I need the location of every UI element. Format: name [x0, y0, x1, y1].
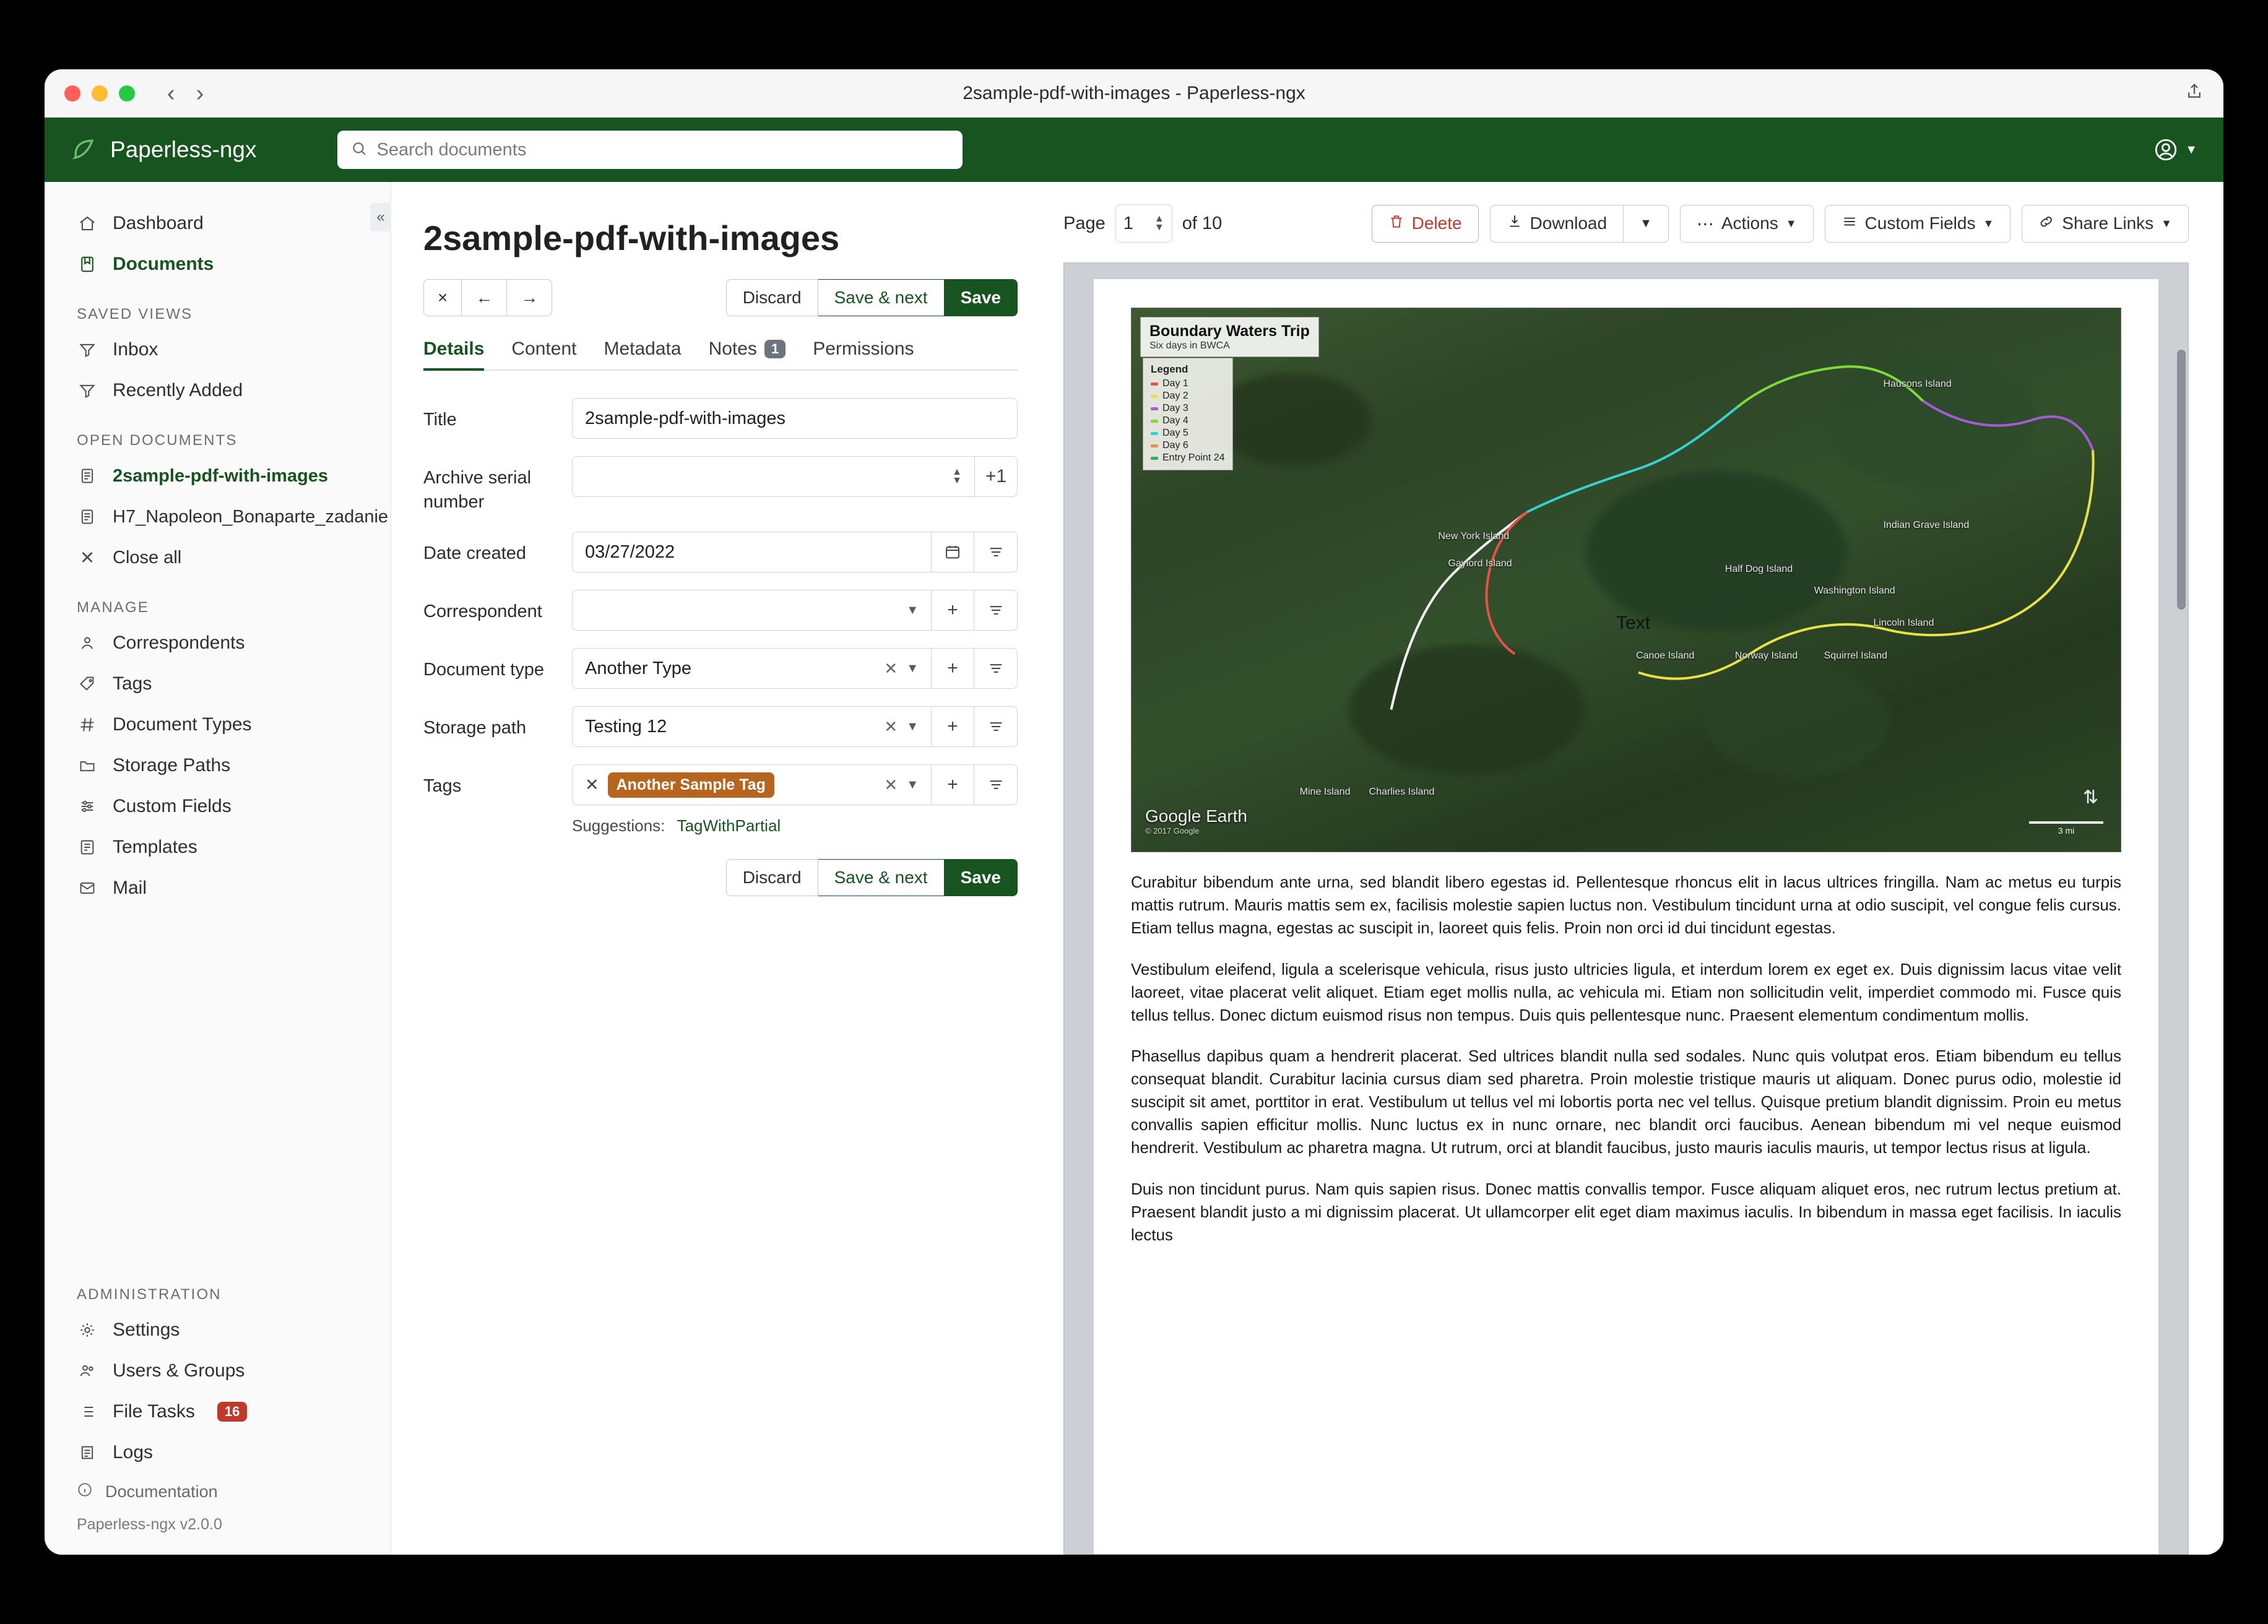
sidebar — [45, 182, 391, 1555]
document-edit-pane — [391, 182, 1047, 1555]
documentation-link[interactable] — [77, 1473, 391, 1508]
tab-notes[interactable] — [709, 339, 786, 369]
next-document-button[interactable]: → — [507, 279, 552, 316]
chevron-down-icon: ▼ — [1785, 217, 1797, 230]
tab-label: Metadata — [604, 339, 682, 359]
sidebar-item-file-tasks[interactable] — [77, 1391, 391, 1432]
close-window-button[interactable] — [64, 85, 80, 102]
document-preview-pane — [1047, 182, 2223, 1555]
field-label: Archive serial number — [423, 468, 532, 512]
legend-item-label: Day 1 — [1162, 378, 1188, 389]
sidebar-section-manage: MANAGE — [77, 599, 149, 616]
maximize-window-button[interactable] — [119, 85, 135, 102]
sidebar-item-correspondents[interactable] — [45, 623, 391, 663]
compass-icon: ⇅ — [2082, 787, 2098, 808]
page-navigation — [1063, 204, 1222, 243]
editor-action-row — [423, 279, 1018, 316]
close-icon: ✕ — [79, 548, 95, 568]
map-label: Washington Island — [1814, 585, 1895, 596]
tab-label: Content — [511, 339, 577, 359]
tab-content[interactable] — [511, 339, 576, 369]
user-menu[interactable] — [2153, 137, 2197, 163]
account-icon — [2153, 137, 2179, 163]
document-paragraph: Vestibulum eleifend, ligula a scelerisque vehicula, risus justo ultricies ligula, et interdum lorem ex eget ex. Duis dignissim lacus vitae velit laoreet, vitae placerat velit aliquet. Etiam eget mollis nulla, ac vehicula mi. Etiam non sollicitudin velit, imperdiet commodo mi. Fusce quis tellus tellus. Donec dictum euismod risus non tempus. Duis quis pellentesque nunc. Praesent elementum condimentum mollis. — [1131, 959, 2121, 1024]
window-controls[interactable] — [64, 85, 135, 102]
viewer-scrollbar[interactable] — [2177, 350, 2186, 610]
download-label: Download — [1530, 214, 1608, 233]
stepper-icon[interactable]: ▲ ▼ — [952, 466, 962, 486]
trash-icon — [1388, 214, 1405, 234]
minimize-window-button[interactable] — [92, 85, 108, 102]
document-type-value: Another Type — [585, 658, 691, 678]
search-placeholder: Search documents — [376, 139, 527, 160]
search-input[interactable] — [337, 131, 963, 169]
map-scalebar — [2029, 821, 2103, 836]
map-label: Gaylord Island — [1448, 558, 1512, 569]
suggestion-tag-link[interactable]: TagWithPartial — [677, 816, 781, 836]
save-and-next-button[interactable]: Save & next — [818, 279, 945, 316]
folder-icon — [77, 755, 98, 776]
asn-input[interactable] — [572, 456, 974, 497]
editor-tabs — [423, 339, 1018, 371]
sidebar-item-label: Templates — [113, 837, 197, 857]
sidebar-item-label: Document Types — [113, 714, 252, 735]
document-paragraph: Phasellus dapibus quam a hendrerit placerat. Sed ultrices blandit nulla sed sodales. Nunc quis volutpat eros. Etiam bibendum eu tellus consequat blandit. Curabitur lacinia cursus diam sed pharetra. Proin molestie tristique mauris ut aliquam. Donec purus odio, molestie id suscipit sit amet, porttitor in erat. Vestibulum ut tellus vel mi lobortis porta nec vel tellus. Quisque pretium blandit dignissim. Proin eu metus convallis sapien efficitur mollis. Nunc luctus ex in nunc ornare, nec blandit orci faucibus. Aenean bibendum mi vel neque euismod hendrerit. Vestibulum ac pharetra magna. Ut rutrum, orci at blandit faucibus, justo mauris iaculis mauris, ut tempor lectus risus at ligula. — [1131, 1047, 2121, 1157]
field-tags — [423, 764, 1018, 805]
sidebar-item-settings[interactable] — [77, 1310, 391, 1350]
logs-icon — [77, 1442, 98, 1463]
page-label: Page — [1063, 213, 1106, 233]
page-number-value: 1 — [1123, 213, 1133, 233]
legend-item-label: Entry Point 24 — [1162, 452, 1225, 463]
add-correspondent-button[interactable]: + — [931, 590, 974, 631]
documentation-label: Documentation — [105, 1482, 218, 1501]
legend-item-label: Day 3 — [1162, 403, 1188, 413]
map-label: Canoe Island — [1635, 650, 1695, 662]
chevron-down-icon: ▼ — [2161, 217, 2172, 230]
home-icon — [77, 213, 98, 234]
download-button[interactable] — [1490, 205, 1624, 243]
correspondent-select[interactable] — [572, 590, 931, 631]
date-created-value: 03/27/2022 — [585, 542, 675, 562]
map-center-label: Text — [1616, 612, 1651, 633]
close-document-button[interactable]: × — [423, 279, 462, 316]
chevron-down-icon: ▼ — [906, 777, 919, 792]
page-title: 2sample-pdf-with-images — [423, 218, 840, 257]
scale-label: 3 mi — [2058, 826, 2075, 836]
sidebar-item-dashboard[interactable] — [45, 203, 391, 244]
suggestions-label: Suggestions: — [572, 816, 665, 836]
map-legend — [1143, 358, 1233, 470]
map-label: Hausons Island — [1883, 379, 1952, 390]
custom-fields-button[interactable] — [1825, 205, 2011, 243]
sliders-icon — [77, 796, 98, 817]
chevron-down-icon: ▼ — [906, 661, 919, 675]
date-filter-icon[interactable] — [974, 532, 1018, 572]
storage-path-select[interactable] — [572, 706, 931, 747]
map-label: Half Dog Island — [1725, 563, 1793, 574]
legend-item-label: Day 5 — [1162, 428, 1188, 438]
tag-icon — [77, 673, 98, 694]
sliders-icon — [1842, 214, 1858, 234]
pdf-viewer[interactable] — [1063, 262, 2189, 1555]
download-options-button[interactable] — [1624, 205, 1669, 243]
map-label: Indian Grave Island — [1883, 520, 1970, 531]
paperless-logo-icon — [71, 136, 98, 163]
tab-metadata[interactable] — [604, 339, 681, 369]
sidebar-item-label: Correspondents — [113, 633, 245, 653]
sidebar-item-document-types[interactable] — [45, 704, 391, 745]
calendar-icon[interactable] — [931, 532, 974, 572]
actions-button[interactable] — [1680, 205, 1814, 243]
tab-label: Permissions — [813, 339, 914, 359]
add-document-type-button[interactable]: + — [931, 648, 974, 689]
add-storage-path-button[interactable]: + — [931, 706, 974, 747]
field-label: Correspondent — [423, 602, 542, 622]
sidebar-item-label: Documents — [113, 254, 214, 274]
date-created-input[interactable] — [572, 532, 931, 572]
save-and-next-button-bottom[interactable]: Save & next — [818, 859, 945, 896]
clear-icon[interactable]: ✕ — [884, 717, 898, 736]
legend-item-label: Day 6 — [1162, 440, 1188, 451]
map-label: Lincoln Island — [1873, 618, 1934, 629]
field-document-type — [423, 648, 1018, 689]
field-label: Tags — [423, 776, 462, 797]
sidebar-item-open-doc-1[interactable] — [45, 456, 391, 496]
sidebar-item-documents[interactable] — [45, 244, 391, 285]
sidebar-item-close-all[interactable] — [45, 537, 391, 578]
map-attribution — [1145, 806, 1247, 836]
users-icon — [77, 1360, 98, 1381]
map-subtitle: Six days in BWCA — [1149, 340, 1230, 351]
list-icon — [77, 1401, 98, 1422]
forward-icon[interactable]: › — [196, 80, 204, 106]
mail-icon — [77, 878, 98, 899]
hash-icon — [77, 714, 98, 735]
legend-item-label: Day 2 — [1162, 391, 1188, 401]
chevron-down-icon: ▼ — [906, 719, 919, 733]
file-icon — [77, 465, 98, 486]
sidebar-item-label: Inbox — [113, 339, 158, 360]
brand-label: Paperless-ngx — [110, 137, 257, 162]
sidebar-item-users-groups[interactable] — [77, 1350, 391, 1391]
sidebar-item-label: Logs — [113, 1442, 154, 1462]
sidebar-item-label: Mail — [113, 878, 147, 898]
back-icon[interactable]: ‹ — [167, 80, 175, 106]
field-title — [423, 398, 1018, 439]
discard-button[interactable]: Discard — [726, 279, 818, 316]
gear-icon — [77, 1320, 98, 1341]
title-input[interactable] — [572, 398, 1018, 439]
field-storage-path — [423, 706, 1018, 747]
chevron-down-icon: ▼ — [906, 603, 919, 617]
save-button-bottom[interactable]: Save — [945, 859, 1018, 896]
search-icon — [351, 140, 367, 160]
document-map-image — [1131, 308, 2121, 852]
sidebar-item-mail[interactable] — [45, 868, 391, 909]
pdf-page — [1094, 279, 2158, 1554]
field-label: Date created — [423, 543, 527, 564]
window-title: 2sample-pdf-with-images - Paperless-ngx — [963, 82, 1305, 103]
field-label: Title — [423, 410, 457, 430]
tag-suggestions — [572, 816, 1018, 836]
tab-details[interactable] — [423, 339, 484, 369]
attribution-text: Google Earth — [1145, 806, 1247, 826]
share-icon[interactable] — [2185, 82, 2204, 104]
file-tasks-badge: 16 — [217, 1402, 247, 1422]
delete-label: Delete — [1411, 214, 1462, 233]
document-type-filter-icon[interactable] — [974, 648, 1018, 689]
sidebar-item-label: Tags — [113, 673, 152, 694]
sidebar-item-label: File Tasks — [113, 1401, 195, 1422]
title-value: 2sample-pdf-with-images — [585, 408, 786, 428]
delete-button[interactable] — [1372, 205, 1479, 243]
tags-filter-icon[interactable] — [974, 764, 1018, 805]
legend-item-label: Day 4 — [1162, 415, 1188, 426]
download-icon — [1507, 214, 1523, 234]
attribution-copyright: © 2017 Google — [1145, 826, 1200, 836]
correspondent-filter-icon[interactable] — [974, 590, 1018, 631]
app-version: Paperless-ngx v2.0.0 — [77, 1516, 222, 1533]
sidebar-item-storage-paths[interactable] — [45, 745, 391, 786]
document-type-select[interactable] — [572, 648, 931, 689]
download-group[interactable] — [1490, 205, 1669, 243]
discard-button-bottom[interactable]: Discard — [726, 859, 818, 896]
notes-count-badge: 1 — [764, 340, 786, 358]
sidebar-item-templates[interactable] — [45, 827, 391, 868]
tag-chip[interactable]: Another Sample Tag — [608, 772, 774, 798]
chevron-down-icon: ▼ — [2185, 142, 2197, 157]
sidebar-item-label: Settings — [113, 1320, 180, 1340]
sidebar-item-open-doc-2[interactable] — [45, 496, 391, 537]
sidebar-item-label: Close all — [113, 547, 182, 568]
storage-path-filter-icon[interactable] — [974, 706, 1018, 747]
map-label: Squirrel Island — [1824, 650, 1887, 662]
save-group-bottom[interactable] — [726, 859, 1018, 896]
sidebar-item-inbox[interactable] — [45, 329, 391, 370]
save-button[interactable]: Save — [945, 279, 1018, 316]
map-title: Boundary Waters Trip — [1149, 322, 1310, 340]
app-header — [45, 118, 2223, 182]
brand[interactable] — [71, 136, 257, 163]
add-tag-button[interactable]: + — [931, 764, 974, 805]
chevron-down-icon: ▼ — [1983, 217, 1994, 230]
map-routes — [1132, 308, 2121, 852]
template-icon — [77, 837, 98, 858]
field-correspondent — [423, 590, 1018, 631]
clear-icon[interactable]: ✕ — [884, 775, 898, 794]
doc-nav-group[interactable] — [423, 279, 552, 316]
window-titlebar — [45, 69, 2223, 118]
map-label: Norway Island — [1734, 650, 1798, 662]
tab-permissions[interactable] — [813, 339, 914, 369]
tags-select[interactable] — [572, 764, 931, 805]
filter-icon — [77, 339, 98, 360]
custom-fields-label: Custom Fields — [1864, 214, 1976, 233]
file-icon — [77, 506, 98, 527]
page-number-input[interactable] — [1115, 204, 1172, 243]
sidebar-section-administration: ADMINISTRATION — [77, 1286, 222, 1303]
page-total-label: of 10 — [1182, 213, 1223, 233]
sidebar-section-saved-views: SAVED VIEWS — [77, 306, 193, 322]
field-date-created — [423, 532, 1018, 572]
map-label: Charlies Island — [1369, 786, 1435, 797]
map-title-box — [1140, 317, 1319, 357]
save-group-top[interactable] — [726, 279, 1018, 316]
sidebar-item-logs[interactable] — [77, 1432, 391, 1473]
remove-tag-icon[interactable]: ✕ — [585, 775, 599, 794]
sidebar-item-label: Dashboard — [113, 213, 204, 233]
tab-label: Details — [423, 339, 485, 359]
map-label: Mine Island — [1299, 786, 1351, 797]
info-icon — [77, 1482, 93, 1502]
ellipsis-icon: ⋯ — [1696, 214, 1714, 233]
actions-label: Actions — [1721, 214, 1778, 233]
sidebar-item-label: Recently Added — [113, 380, 243, 400]
app-window — [45, 69, 2223, 1555]
sidebar-item-custom-fields[interactable] — [45, 786, 391, 827]
documents-icon — [77, 254, 98, 275]
map-label: New York Island — [1438, 530, 1510, 542]
document-paragraph: Duis non tincidunt purus. Nam quis sapien risus. Donec mattis convallis tempor. Fusce aliquam aliquet eros, nec rutrum lectus pretium at. Praesent blandit justo a mi dignissim placerat. Ut ullamcorper elit eget diam maximus iaculis. In bibendum in massa eget facilisis. In iaculis lectus — [1131, 1179, 2121, 1244]
document-paragraph: Curabitur bibendum ante urna, sed blandit libero egestas id. Pellentesque rhoncus elit in lacus ultrices fringilla. Nam ac metus eu turpis mattis rutrum. Mauris mattis sem ex, facilisis molestie sapien luctus non. Vestibulum tincidunt urna at odio suscipit, vel congue felis cursus. Etiam tellus magna, egestas ac suscipit in, laoreet quis felis. Proin non orci id dui tincidunt egestas. — [1131, 873, 2121, 937]
sidebar-item-label: Storage Paths — [113, 755, 231, 775]
stepper-icon[interactable]: ▲ ▼ — [1154, 213, 1164, 233]
storage-path-value: Testing 12 — [585, 716, 667, 736]
sidebar-item-label: 2sample-pdf-with-images — [113, 465, 329, 486]
field-label: Document type — [423, 660, 545, 680]
legend-title: Legend — [1151, 363, 1188, 375]
sidebar-item-label: Users & Groups — [113, 1360, 245, 1381]
asn-increment-button[interactable]: +1 — [974, 456, 1018, 497]
sidebar-item-label: H7_Napoleon_Bonaparte_zadanie — [113, 506, 389, 527]
tab-label: Notes — [708, 339, 757, 359]
share-links-label: Share Links — [2062, 214, 2154, 233]
sidebar-item-recently-added[interactable] — [45, 370, 391, 411]
link-icon — [2038, 214, 2054, 234]
field-archive-serial-number — [423, 456, 1018, 514]
preview-toolbar — [1063, 204, 2189, 243]
share-links-button[interactable] — [2022, 205, 2189, 243]
sidebar-section-open-documents: OPEN DOCUMENTS — [77, 432, 238, 449]
filter-icon — [77, 380, 98, 401]
person-icon — [77, 633, 98, 654]
chevron-down-icon: ▼ — [1640, 216, 1652, 230]
sidebar-item-label: Custom Fields — [113, 796, 232, 816]
sidebar-item-tags[interactable] — [45, 663, 391, 704]
sidebar-collapse-button[interactable]: « — [370, 203, 391, 231]
clear-icon[interactable]: ✕ — [884, 659, 898, 678]
previous-document-button[interactable]: ← — [462, 279, 507, 316]
field-label: Storage path — [423, 718, 527, 738]
